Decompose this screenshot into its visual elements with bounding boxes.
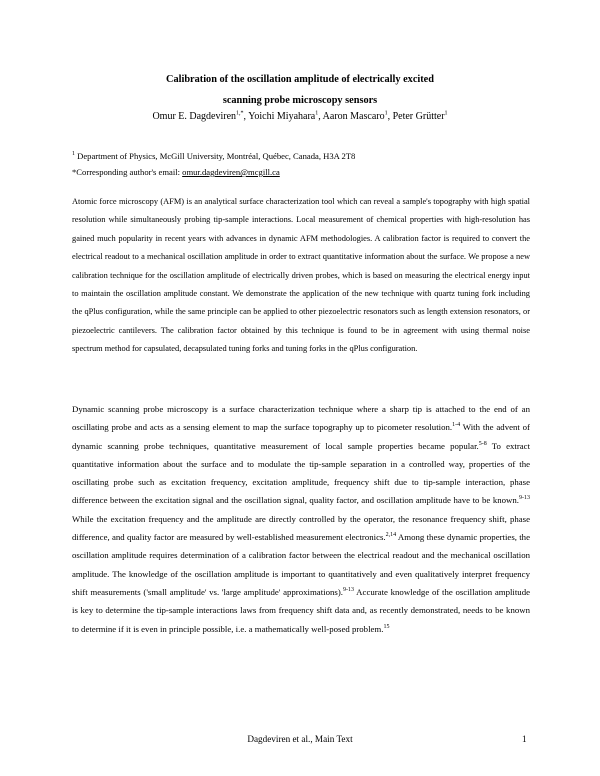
intro-text-segment: To extract quantitative information about the surface and to modulate the tip-sample separation in a controlled way, properties of the oscillating probe such as excitation frequency, excitation amplitude, frequency shift due to tip-sample interaction, phase difference between the excitation signal and the oscillation signal, quality factor, and oscillation amplitude have to be known. — [72, 440, 531, 506]
author-list: Omur E. Dagdeviren$^{1,*}$, Yoichi Miyahara$^1$, Aaron Mascaro$^1$, Peter Grütter$^1$ — [152, 110, 448, 122]
author-name: Aaron Mascaro — [322, 111, 385, 122]
citation-superscript: 15 — [383, 623, 390, 630]
citation-superscript: 2,14 — [385, 532, 397, 539]
intro-text-segment: While the excitation frequency and the amplitude are directly controlled by the operator, the resonance frequency shift, phase difference, and quality factor are measured by well-established measurement electronics. — [72, 513, 530, 543]
introduction-paragraph — [72, 400, 530, 638]
author-name: Omur E. Dagdeviren — [152, 111, 237, 122]
author-name: Yoichi Miyahara — [248, 111, 316, 122]
affiliation-text: Department of Physics, McGill University, Montréal, Québec, Canada, H3A 2T8 — [75, 151, 356, 161]
correspondence — [72, 164, 532, 180]
citation-superscript: 1-4 — [452, 422, 461, 429]
affiliation — [72, 148, 532, 164]
citation-superscript: 9-13 — [519, 495, 530, 502]
author-affiliation-mark: 1 — [315, 110, 319, 117]
author-affiliation-mark: 1 — [444, 110, 448, 117]
correspondence-label: *Corresponding author's email: — [72, 167, 183, 177]
intro-text-segment: Dynamic scanning probe microscopy is a surface characterization technique where a sharp tip is attached to the end of an oscillating probe and acts as a sensing element to map the surface topography up to picometer resolution. — [72, 404, 530, 433]
title-line-1: Calibration of the oscillation amplitude of electrically excited — [166, 74, 434, 85]
affiliation-block — [72, 148, 532, 180]
email-link[interactable]: omur.dagdeviren@mcgill.ca — [182, 167, 280, 177]
running-footer: Dagdeviren et al., Main Text — [247, 734, 353, 744]
page-number: 1 — [522, 734, 527, 744]
citation-superscript: 5-8 — [478, 440, 487, 447]
author-affiliation-mark: 1,* — [236, 110, 244, 117]
author-affiliation-mark: 1 — [384, 110, 388, 117]
title-line-2: scanning probe microscopy sensors — [222, 95, 378, 106]
citation-superscript: 9-13 — [342, 587, 354, 594]
author-name: Peter Grütter — [392, 111, 445, 122]
affiliation-mark: 1 — [72, 151, 75, 158]
abstract-paragraph: Atomic force microscopy (AFM) is an analytical surface characterization tool which can reveal a sample's topography with high spatial resolution while simultaneously probing tip-sample interactions. Local measurement of chemical properties with high-resolution has gained much popularity in recent years with advances in dynamic AFM methodologies. A calibration factor is required to convert the electrical readout to a mechanical oscillation amplitude in order to extract quantitative information about the surface. We propose a new calibration technique for the oscillation amplitude of electrically driven probes, which is based on measuring the electrical energy input to maintain the oscillation amplitude constant. We demonstrate the application of the new technique with quartz tuning fork including the qPlus configuration, while the same principle can be applied to other piezoelectric resonators such as length extension resonators, or piezoelectric cantilevers. The calibration factor obtained by this technique is found to be in agreement with using thermal noise spectrum method for capsulated, decapsulated tuning forks and tuning forks in the qPlus configuration. — [72, 197, 530, 354]
intro-text-segment: Accurate knowledge of the oscillation amplitude is key to determine the tip-sample interactions laws from frequency shift data and, as recently demonstrated, needs to be known to determine if it is even in principle possible, i.e. a mathematically well-posed problem. — [72, 586, 530, 634]
intro-text-segment: Among these dynamic properties, the oscillation amplitude requires determination of a calibration factor between the electrical readout and the mechanical oscillation amplitude. The knowledge of the oscillation amplitude is important to quantitatively and even qualitatively interpret frequency shift measurements ('small amplitude' vs. 'large amplitude' approximations). — [72, 532, 530, 597]
paper-title — [60, 69, 540, 111]
intro-text-segment: With the advent of dynamic scanning probe techniques, quantitative measurement of local sample properties became popular. — [72, 422, 530, 451]
